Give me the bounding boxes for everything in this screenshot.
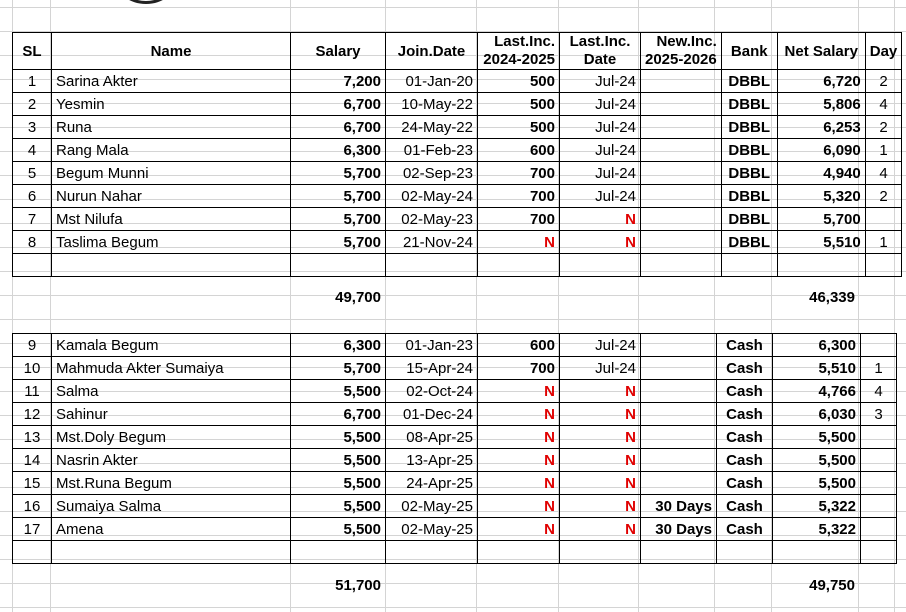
- cell-net-salary[interactable]: 6,090: [777, 139, 865, 162]
- cell-new-inc[interactable]: [641, 116, 722, 139]
- cell-net-salary[interactable]: 5,510: [777, 231, 865, 254]
- header-net-salary[interactable]: Net Salary: [777, 33, 865, 70]
- cell-salary[interactable]: 6,300: [291, 334, 386, 357]
- cell-bank[interactable]: Cash: [717, 403, 773, 426]
- cell-net-salary[interactable]: 5,510: [773, 357, 861, 380]
- cell-new-inc[interactable]: [641, 403, 717, 426]
- cell-last-inc-amount[interactable]: N: [478, 426, 560, 449]
- cell-last-inc-date[interactable]: Jul-24: [560, 70, 641, 93]
- cell-name[interactable]: Sahinur: [52, 403, 291, 426]
- cell-name[interactable]: Sarina Akter: [52, 70, 291, 93]
- cell-join-date[interactable]: 21-Nov-24: [386, 231, 478, 254]
- cell-bank[interactable]: DBBL: [721, 70, 777, 93]
- cell-join-date[interactable]: 02-Oct-24: [386, 380, 478, 403]
- cell-last-inc-date[interactable]: N: [560, 518, 641, 541]
- cell-sl[interactable]: 1: [13, 70, 52, 93]
- cell-name[interactable]: Mahmuda Akter Sumaiya: [52, 357, 291, 380]
- cell-new-inc[interactable]: 30 Days: [641, 518, 717, 541]
- cell-new-inc[interactable]: [641, 208, 722, 231]
- cell-empty[interactable]: [777, 254, 865, 277]
- cell-last-inc-date[interactable]: Jul-24: [560, 93, 641, 116]
- cell-join-date[interactable]: 02-May-25: [386, 518, 478, 541]
- cell-empty[interactable]: [291, 254, 386, 277]
- cell-sl[interactable]: 12: [13, 403, 52, 426]
- gridline-horizontal: [0, 607, 906, 608]
- cell-last-inc-date[interactable]: N: [560, 380, 641, 403]
- cell-join-date[interactable]: 02-May-23: [386, 208, 478, 231]
- cell-net-salary[interactable]: 5,322: [773, 495, 861, 518]
- cell-empty[interactable]: [52, 541, 291, 564]
- cell-last-inc-date[interactable]: N: [560, 426, 641, 449]
- cell-day[interactable]: 1: [861, 357, 897, 380]
- group-1-total-net-salary[interactable]: 46,339: [809, 289, 855, 306]
- cell-net-salary[interactable]: 5,500: [773, 426, 861, 449]
- cell-last-inc-date[interactable]: N: [560, 472, 641, 495]
- cell-last-inc-amount[interactable]: 700: [478, 208, 560, 231]
- cell-name[interactable]: Taslima Begum: [52, 231, 291, 254]
- cell-last-inc-date[interactable]: N: [560, 403, 641, 426]
- cell-sl[interactable]: 17: [13, 518, 52, 541]
- cell-bank[interactable]: Cash: [717, 495, 773, 518]
- cell-empty[interactable]: [386, 254, 478, 277]
- cell-bank[interactable]: Cash: [717, 380, 773, 403]
- cell-name[interactable]: Mst.Runa Begum: [52, 472, 291, 495]
- cell-new-inc[interactable]: [641, 162, 722, 185]
- empty-row: [13, 541, 897, 564]
- cell-name[interactable]: Runa: [52, 116, 291, 139]
- cell-bank[interactable]: DBBL: [721, 162, 777, 185]
- cell-net-salary[interactable]: 6,253: [777, 116, 865, 139]
- header-bank[interactable]: Bank: [721, 33, 777, 70]
- table-row: [13, 116, 902, 139]
- cell-net-salary[interactable]: 5,500: [773, 472, 861, 495]
- cell-sl[interactable]: 6: [13, 185, 52, 208]
- cell-empty[interactable]: [717, 541, 773, 564]
- cell-last-inc-amount[interactable]: N: [478, 495, 560, 518]
- cell-join-date[interactable]: 01-Jan-23: [386, 334, 478, 357]
- cell-salary[interactable]: 5,500: [291, 426, 386, 449]
- cell-name[interactable]: Nurun Nahar: [52, 185, 291, 208]
- cell-bank[interactable]: Cash: [717, 472, 773, 495]
- cell-day[interactable]: 2: [865, 185, 902, 208]
- cell-salary[interactable]: 6,700: [291, 403, 386, 426]
- header-last-inc-amount-line1: Last.Inc.: [494, 33, 555, 50]
- table-row: [13, 93, 902, 116]
- cell-sl[interactable]: 16: [13, 495, 52, 518]
- table-row: [13, 495, 897, 518]
- cell-empty[interactable]: [52, 254, 291, 277]
- cell-day[interactable]: [865, 208, 902, 231]
- cell-net-salary[interactable]: 4,766: [773, 380, 861, 403]
- cell-empty[interactable]: [865, 254, 902, 277]
- cell-name[interactable]: Salma: [52, 380, 291, 403]
- cell-net-salary[interactable]: 6,030: [773, 403, 861, 426]
- cell-join-date[interactable]: 01-Feb-23: [386, 139, 478, 162]
- cell-empty[interactable]: [560, 541, 641, 564]
- cell-name[interactable]: Nasrin Akter: [52, 449, 291, 472]
- cell-new-inc[interactable]: [641, 449, 717, 472]
- cell-join-date[interactable]: 10-May-22: [386, 93, 478, 116]
- header-new-inc-line1: New.Inc.: [656, 33, 717, 50]
- cell-bank[interactable]: DBBL: [721, 185, 777, 208]
- cell-new-inc[interactable]: [641, 185, 722, 208]
- employee-table-group-2: [12, 333, 897, 564]
- table-row: [13, 231, 902, 254]
- cell-sl[interactable]: 4: [13, 139, 52, 162]
- cell-last-inc-amount[interactable]: N: [478, 380, 560, 403]
- cell-empty[interactable]: [773, 541, 861, 564]
- cell-join-date[interactable]: 01-Dec-24: [386, 403, 478, 426]
- cell-name[interactable]: Mst.Doly Begum: [52, 426, 291, 449]
- cell-salary[interactable]: 5,500: [291, 518, 386, 541]
- cell-sl[interactable]: 8: [13, 231, 52, 254]
- cell-salary[interactable]: 5,700: [291, 357, 386, 380]
- cell-last-inc-amount[interactable]: 700: [478, 357, 560, 380]
- group-2-total-net-salary[interactable]: 49,750: [809, 577, 855, 594]
- header-last-inc-date-line2: Date: [583, 51, 617, 68]
- cell-empty[interactable]: [13, 541, 52, 564]
- cell-last-inc-amount[interactable]: N: [478, 518, 560, 541]
- cell-salary[interactable]: 5,500: [291, 495, 386, 518]
- cell-new-inc[interactable]: [641, 93, 722, 116]
- table-row: [13, 357, 897, 380]
- cell-name[interactable]: Sumaiya Salma: [52, 495, 291, 518]
- cell-last-inc-amount[interactable]: N: [478, 403, 560, 426]
- cell-last-inc-amount[interactable]: N: [478, 231, 560, 254]
- cell-salary[interactable]: 5,500: [291, 380, 386, 403]
- cell-empty[interactable]: [641, 254, 722, 277]
- cell-bank[interactable]: DBBL: [721, 116, 777, 139]
- cell-sl[interactable]: 11: [13, 380, 52, 403]
- cell-empty[interactable]: [386, 541, 478, 564]
- cell-join-date[interactable]: 01-Jan-20: [386, 70, 478, 93]
- cell-net-salary[interactable]: 5,322: [773, 518, 861, 541]
- cell-sl[interactable]: 3: [13, 116, 52, 139]
- cell-sl[interactable]: 15: [13, 472, 52, 495]
- cell-day[interactable]: [861, 426, 897, 449]
- header-join-date[interactable]: Join.Date: [386, 33, 478, 70]
- cell-last-inc-date[interactable]: Jul-24: [560, 139, 641, 162]
- cell-day[interactable]: 3: [861, 403, 897, 426]
- cell-last-inc-amount[interactable]: N: [478, 449, 560, 472]
- cell-last-inc-amount[interactable]: 500: [478, 70, 560, 93]
- header-last-inc-date[interactable]: [560, 33, 641, 70]
- cell-day[interactable]: 2: [865, 116, 902, 139]
- cell-salary[interactable]: 6,300: [291, 139, 386, 162]
- cell-join-date[interactable]: 15-Apr-24: [386, 357, 478, 380]
- cell-net-salary[interactable]: 5,700: [777, 208, 865, 231]
- cell-join-date[interactable]: 24-May-22: [386, 116, 478, 139]
- header-row: [13, 33, 902, 70]
- cell-day[interactable]: 4: [865, 93, 902, 116]
- cell-name[interactable]: Begum Munni: [52, 162, 291, 185]
- cell-bank[interactable]: DBBL: [721, 208, 777, 231]
- cell-empty[interactable]: [641, 541, 717, 564]
- table-row: [13, 472, 897, 495]
- cell-last-inc-date[interactable]: N: [560, 495, 641, 518]
- header-sl[interactable]: SL: [13, 33, 52, 70]
- cell-sl[interactable]: 10: [13, 357, 52, 380]
- cell-day[interactable]: 2: [865, 70, 902, 93]
- table-row: [13, 380, 897, 403]
- cell-sl[interactable]: 2: [13, 93, 52, 116]
- cell-salary[interactable]: 5,700: [291, 185, 386, 208]
- cell-new-inc[interactable]: [641, 472, 717, 495]
- header-new-inc-line2: 2025-2026: [645, 51, 717, 68]
- header-day[interactable]: Day: [865, 33, 902, 70]
- cell-join-date[interactable]: 13-Apr-25: [386, 449, 478, 472]
- header-last-inc-date-line1: Last.Inc.: [569, 33, 631, 50]
- cell-empty[interactable]: [478, 254, 560, 277]
- cell-salary[interactable]: 5,500: [291, 472, 386, 495]
- cell-net-salary[interactable]: 5,320: [777, 185, 865, 208]
- cell-salary[interactable]: 5,700: [291, 162, 386, 185]
- cell-salary[interactable]: 5,500: [291, 449, 386, 472]
- cell-new-inc[interactable]: 30 Days: [641, 495, 717, 518]
- cell-last-inc-amount[interactable]: 700: [478, 162, 560, 185]
- group-1-total-salary[interactable]: 49,700: [335, 289, 381, 306]
- cell-new-inc[interactable]: [641, 231, 722, 254]
- cell-empty[interactable]: [721, 254, 777, 277]
- cell-last-inc-date[interactable]: Jul-24: [560, 185, 641, 208]
- table-row: [13, 449, 897, 472]
- cell-net-salary[interactable]: 4,940: [777, 162, 865, 185]
- cell-salary[interactable]: 6,700: [291, 93, 386, 116]
- cell-last-inc-amount[interactable]: 500: [478, 116, 560, 139]
- cell-salary[interactable]: 5,700: [291, 208, 386, 231]
- cell-name[interactable]: Rang Mala: [52, 139, 291, 162]
- cell-new-inc[interactable]: [641, 139, 722, 162]
- cell-sl[interactable]: 5: [13, 162, 52, 185]
- header-salary[interactable]: Salary: [291, 33, 386, 70]
- employee-table-group-1: [12, 32, 902, 277]
- cell-new-inc[interactable]: [641, 70, 722, 93]
- cell-name[interactable]: Yesmin: [52, 93, 291, 116]
- cell-sl[interactable]: 9: [13, 334, 52, 357]
- group-2-total-salary[interactable]: 51,700: [335, 577, 381, 594]
- cell-last-inc-date[interactable]: N: [560, 208, 641, 231]
- table-row: [13, 162, 902, 185]
- table-row: [13, 403, 897, 426]
- cell-day[interactable]: [861, 495, 897, 518]
- empty-row: [13, 254, 902, 277]
- cell-last-inc-amount[interactable]: 600: [478, 334, 560, 357]
- cell-join-date[interactable]: 02-Sep-23: [386, 162, 478, 185]
- cell-empty[interactable]: [861, 541, 897, 564]
- cell-bank[interactable]: Cash: [717, 426, 773, 449]
- cell-bank[interactable]: Cash: [717, 449, 773, 472]
- cell-day[interactable]: 4: [865, 162, 902, 185]
- cell-day[interactable]: [861, 334, 897, 357]
- header-new-inc[interactable]: [641, 33, 722, 70]
- cell-net-salary[interactable]: 5,500: [773, 449, 861, 472]
- table-row: [13, 208, 902, 231]
- cell-new-inc[interactable]: [641, 357, 717, 380]
- cell-last-inc-amount[interactable]: 700: [478, 185, 560, 208]
- cell-name[interactable]: Amena: [52, 518, 291, 541]
- cell-join-date[interactable]: 24-Apr-25: [386, 472, 478, 495]
- cell-bank[interactable]: DBBL: [721, 93, 777, 116]
- cell-last-inc-date[interactable]: Jul-24: [560, 116, 641, 139]
- cell-salary[interactable]: 7,200: [291, 70, 386, 93]
- gridline-horizontal: [0, 319, 906, 320]
- header-name[interactable]: Name: [52, 33, 291, 70]
- cell-day[interactable]: [861, 472, 897, 495]
- cell-last-inc-date[interactable]: Jul-24: [560, 357, 641, 380]
- cell-last-inc-amount[interactable]: 600: [478, 139, 560, 162]
- cell-new-inc[interactable]: [641, 334, 717, 357]
- cell-day[interactable]: [861, 449, 897, 472]
- cell-empty[interactable]: [478, 541, 560, 564]
- gridline-horizontal: [0, 7, 906, 8]
- cell-net-salary[interactable]: 6,300: [773, 334, 861, 357]
- cell-net-salary[interactable]: 5,806: [777, 93, 865, 116]
- cell-sl[interactable]: 14: [13, 449, 52, 472]
- header-last-inc-amount-line2: 2024-2025: [483, 51, 555, 68]
- cell-last-inc-date[interactable]: Jul-24: [560, 334, 641, 357]
- cell-empty[interactable]: [291, 541, 386, 564]
- cell-last-inc-date[interactable]: N: [560, 231, 641, 254]
- cell-bank[interactable]: DBBL: [721, 139, 777, 162]
- cell-bank[interactable]: DBBL: [721, 231, 777, 254]
- cell-day[interactable]: [861, 518, 897, 541]
- cell-net-salary[interactable]: 6,720: [777, 70, 865, 93]
- cell-bank[interactable]: Cash: [717, 334, 773, 357]
- cell-empty[interactable]: [13, 254, 52, 277]
- cell-salary[interactable]: 5,700: [291, 231, 386, 254]
- cell-empty[interactable]: [560, 254, 641, 277]
- cell-new-inc[interactable]: [641, 380, 717, 403]
- cell-name[interactable]: Kamala Begum: [52, 334, 291, 357]
- cell-join-date[interactable]: 02-May-24: [386, 185, 478, 208]
- cell-bank[interactable]: Cash: [717, 357, 773, 380]
- cell-sl[interactable]: 13: [13, 426, 52, 449]
- cell-bank[interactable]: Cash: [717, 518, 773, 541]
- cell-name[interactable]: Mst Nilufa: [52, 208, 291, 231]
- cell-day[interactable]: 1: [865, 139, 902, 162]
- cell-last-inc-date[interactable]: N: [560, 449, 641, 472]
- cell-new-inc[interactable]: [641, 426, 717, 449]
- cell-salary[interactable]: 6,700: [291, 116, 386, 139]
- cell-day[interactable]: 1: [865, 231, 902, 254]
- table-row: [13, 334, 897, 357]
- table-row: [13, 139, 902, 162]
- table-row: [13, 518, 897, 541]
- cell-last-inc-amount[interactable]: N: [478, 472, 560, 495]
- table-row: [13, 426, 897, 449]
- cell-day[interactable]: 4: [861, 380, 897, 403]
- table-row: [13, 185, 902, 208]
- cell-join-date[interactable]: 02-May-25: [386, 495, 478, 518]
- cell-last-inc-date[interactable]: Jul-24: [560, 162, 641, 185]
- cell-sl[interactable]: 7: [13, 208, 52, 231]
- header-last-inc-amount[interactable]: [478, 33, 560, 70]
- table-row: [13, 70, 902, 93]
- cell-last-inc-amount[interactable]: 500: [478, 93, 560, 116]
- cell-join-date[interactable]: 08-Apr-25: [386, 426, 478, 449]
